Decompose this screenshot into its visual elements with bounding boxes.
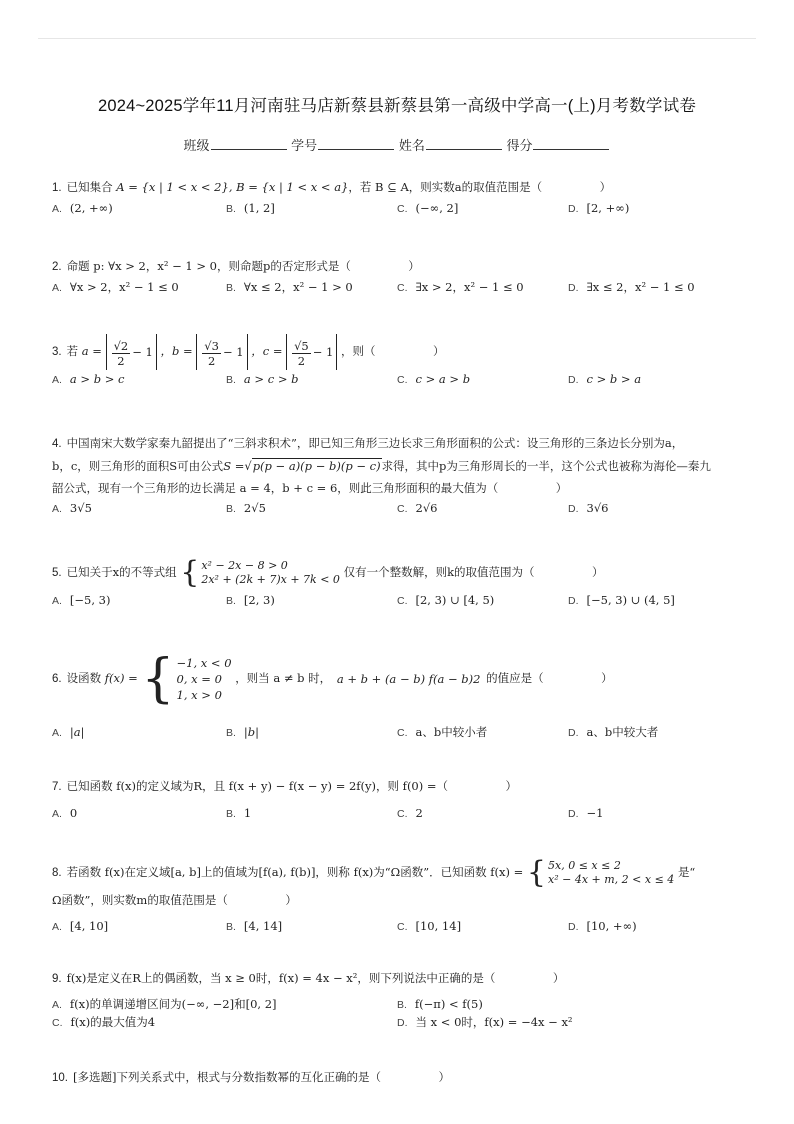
question-stem-line-1: 4. 中国南宋大数学家秦九韶提出了“三斜求积术”，即已知三角形三边长求三角形面积的公式：设三角形的三条边长分别为a，	[52, 436, 684, 450]
question-stem: 6. 设函数 f(x) = { −1, x < 0 0, x = 0 1, x > 0 ，则当 a ≠ b 时， a + b + (a − b) f(a − b)2 的值应是（ ）	[52, 649, 613, 709]
question-8	[52, 854, 754, 936]
option-c[interactable]: C. 2	[397, 806, 423, 820]
option-a[interactable]: A. [−5, 3)	[52, 593, 111, 607]
abs-expr-c: $\frac{√5}{2}$ − 1	[286, 334, 337, 370]
option-a[interactable]: A. 3√5	[52, 501, 92, 515]
options-row-1	[52, 994, 754, 1012]
question-2	[52, 256, 754, 297]
abs-expr-b: $\frac{√3}{2}$ − 1	[196, 334, 247, 370]
question-5	[52, 554, 754, 610]
name-blank	[426, 137, 502, 150]
score-label: 得分	[506, 138, 533, 153]
question-10	[52, 1067, 754, 1088]
option-d[interactable]: D. ∃x ≤ 2，x² − 1 ≤ 0	[568, 280, 695, 294]
question-4	[52, 433, 754, 518]
question-stem: 9. f(x)是定义在R上的偶函数，当 x ≥ 0时，f(x) = 4x − x²，则下列说法中正确的是（ ）	[52, 971, 565, 985]
question-1	[52, 177, 754, 218]
option-c[interactable]: C. f(x)的最大值为4	[52, 1015, 156, 1029]
option-b[interactable]: B. f(−π) < f(5)	[397, 997, 483, 1011]
fraction-expr: a + b + (a − b) f(a − b)2	[336, 672, 481, 686]
option-d[interactable]: D. 3√6	[568, 501, 609, 515]
question-stem: 7. 已知函数 f(x)的定义域为R，且 f(x + y) − f(x − y) = 2f(y)，则 f(0) =（ ）	[52, 779, 518, 793]
option-c[interactable]: C. [10, 14]	[397, 919, 462, 933]
option-b[interactable]: B. a > c > b	[226, 372, 299, 386]
options	[52, 590, 754, 610]
student-id-blank	[318, 137, 394, 150]
option-a[interactable]: A. 0	[52, 806, 78, 820]
option-d[interactable]: D. a、b中较大者	[568, 725, 659, 739]
options	[52, 369, 754, 389]
question-stem: 2. 命题 p: ∀x > 2，x² − 1 > 0，则命题p的否定形式是（ ）	[52, 259, 420, 273]
options	[52, 498, 754, 518]
options-row-2	[52, 1012, 754, 1030]
question-stem-line-2: Ω函数”，则实数m的取值范围是（ ）	[52, 893, 297, 907]
option-b[interactable]: B. 2√5	[226, 501, 266, 515]
option-d[interactable]: D. 当 x < 0时，f(x) = −4x − x²	[397, 1015, 573, 1029]
option-d[interactable]: D. c > b > a	[568, 372, 642, 386]
option-c[interactable]: C. (−∞, 2]	[397, 201, 459, 215]
piecewise-brace: {	[141, 649, 175, 709]
question-stem-line-3: 韶公式，现有一个三角形的边长满足 a = 4，b + c = 6，则此三角形面积的最大值为（ ）	[52, 481, 568, 495]
option-a[interactable]: A. (2, +∞)	[52, 201, 113, 215]
inequality-system: x² − 2x − 8 > 0 2x² + (2k + 7)x + 7k < 0	[201, 559, 340, 586]
option-c[interactable]: C. c > a > b	[397, 372, 471, 386]
option-a[interactable]: A. a > b > c	[52, 372, 125, 386]
score-blank	[533, 137, 609, 150]
option-d[interactable]: D. −1	[568, 806, 604, 820]
option-a[interactable]: A. ∀x > 2，x² − 1 ≤ 0	[52, 280, 179, 294]
question-stem-line-2: b，c，则三角形的面积S可由公式S =√p(p − a)(p − b)(p − c)求得，其中p为三角形周长的一半，这个公式也被称为海伦—秦九	[52, 459, 711, 473]
option-d[interactable]: D. [10, +∞)	[568, 919, 637, 933]
option-b[interactable]: B. ∀x ≤ 2，x² − 1 > 0	[226, 280, 353, 294]
option-d[interactable]: D. [2, +∞)	[568, 201, 630, 215]
question-3	[52, 333, 754, 389]
option-c[interactable]: C. ∃x > 2，x² − 1 ≤ 0	[397, 280, 524, 294]
name-label: 姓名	[398, 138, 425, 153]
question-7	[52, 776, 754, 823]
top-divider	[38, 38, 756, 39]
abs-expr-a: $\frac{√2}{2}$ − 1	[106, 334, 157, 370]
option-a[interactable]: A. [4, 10]	[52, 919, 109, 933]
option-b[interactable]: B. (1, 2]	[226, 201, 275, 215]
question-stem: 3. 若 a = $\frac{√2}{2}$ − 1 ，b = $\frac{√3}{2}$ − 1 ，c = $\frac{√5}{2}$ − 1 ，则（ ）	[52, 333, 754, 369]
option-c[interactable]: C. 2√6	[397, 501, 438, 515]
question-stem: 5. 已知关于x的不等式组 { x² − 2x − 8 > 0 2x² + (2k + 7)x + 7k < 0 仅有一个整数解，则k的取值范围为（ ）	[52, 555, 604, 590]
option-b[interactable]: B. [2, 3)	[226, 593, 275, 607]
options	[52, 916, 754, 936]
options	[52, 722, 754, 742]
system-brace: {	[180, 555, 200, 590]
option-b[interactable]: B. |b|	[226, 725, 260, 739]
option-c[interactable]: C. a、b中较小者	[397, 725, 488, 739]
option-c[interactable]: C. [2, 3) ∪ [4, 5)	[397, 593, 495, 607]
question-stem: 1. 已知集合 A = {x | 1 < x < 2}, B = {x | 1 < x < a}，若 B ⊆ A，则实数a的取值范围是（ ）	[52, 180, 612, 194]
question-6	[52, 648, 754, 742]
options	[52, 277, 754, 297]
option-a[interactable]: A. |a|	[52, 725, 85, 739]
piecewise-cases: −1, x < 0 0, x = 0 1, x > 0	[176, 656, 232, 702]
student-id-label: 学号	[291, 138, 318, 153]
option-b[interactable]: B. [4, 14]	[226, 919, 283, 933]
question-stem: 10. [多选题]下列关系式中，根式与分数指数幂的互化正确的是（ ）	[52, 1070, 450, 1084]
class-label: 班级	[183, 138, 210, 153]
question-stem-line-1: 8. 若函数 f(x)在定义域[a, b]上的值域为[f(a), f(b)]，则称 f(x)为“Ω函数”．已知函数 f(x) = { 5x, 0 ≤ x ≤ 2 x² − 4x + m, 2 < x ≤ 4 是“	[52, 855, 696, 890]
piecewise-brace: {	[526, 855, 546, 890]
options	[52, 803, 754, 823]
student-info-line	[0, 135, 794, 154]
question-9	[52, 968, 754, 1030]
option-b[interactable]: B. 1	[226, 806, 252, 820]
piecewise-cases: 5x, 0 ≤ x ≤ 2 x² − 4x + m, 2 < x ≤ 4	[548, 859, 675, 886]
page-title: 2024~2025学年11月河南驻马店新蔡县新蔡县第一高级中学高一(上)月考数学试卷	[97, 97, 697, 115]
class-blank	[211, 137, 287, 150]
options	[52, 198, 754, 218]
option-d[interactable]: D. [−5, 3) ∪ (4, 5]	[568, 593, 675, 607]
option-a[interactable]: A. f(x)的单调递增区间为(−∞, −2]和[0, 2]	[52, 997, 277, 1011]
